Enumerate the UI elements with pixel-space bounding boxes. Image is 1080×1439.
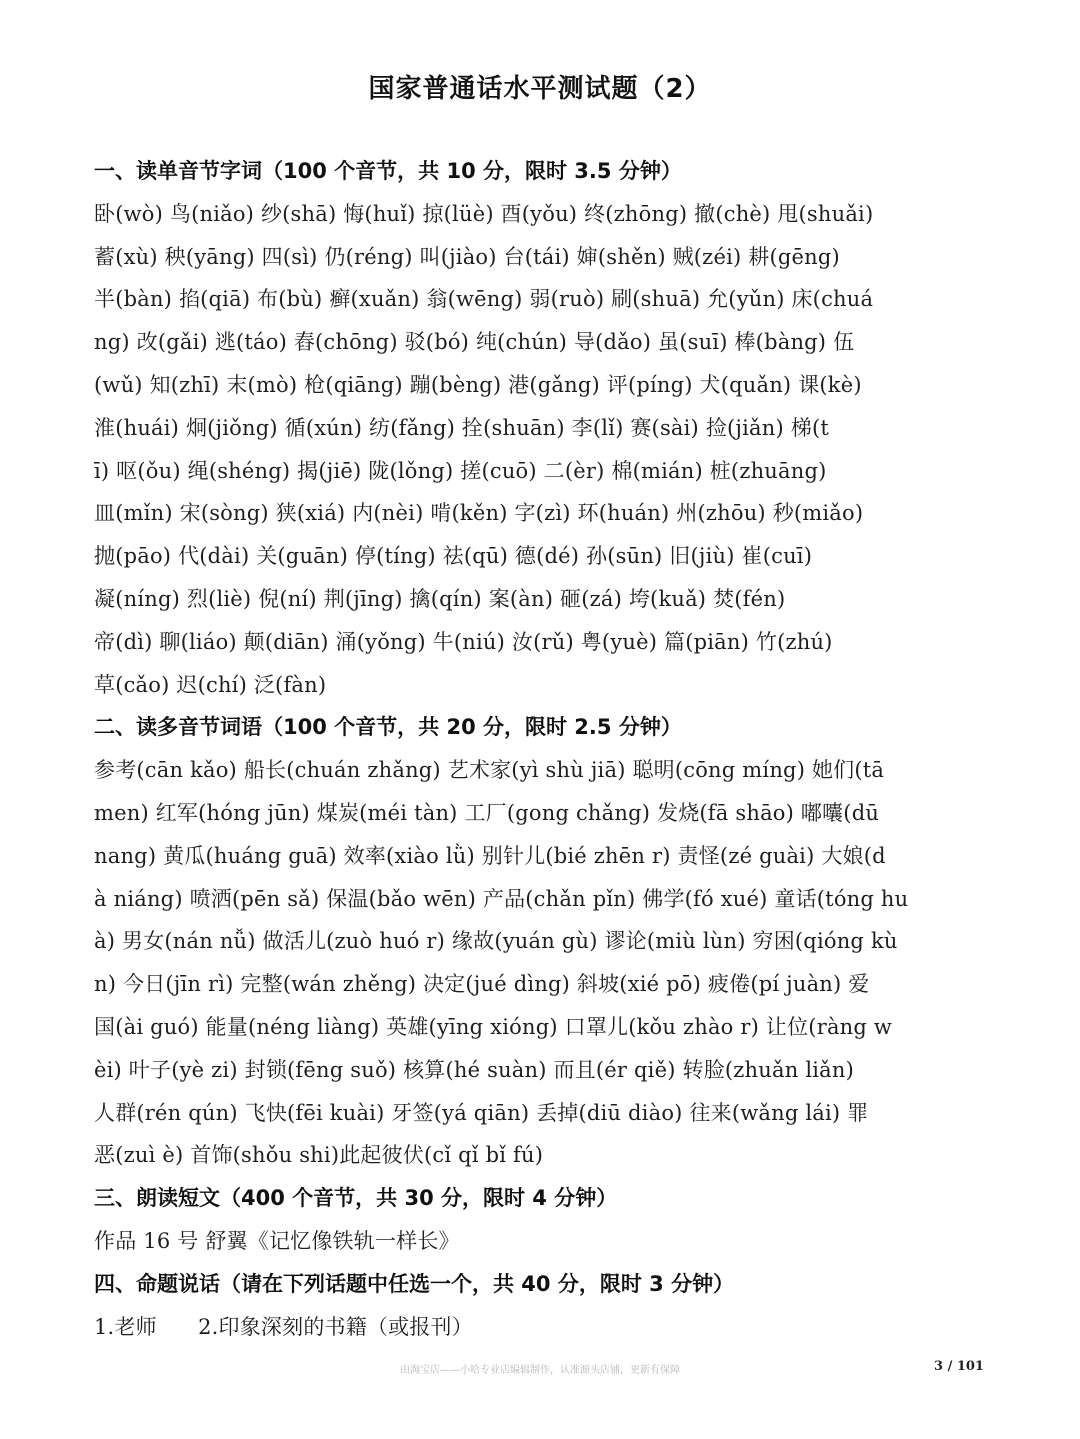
section1-line: 草(cǎo) 迟(chí) 泛(fàn) [94,672,327,697]
section1-line: 帝(dì) 聊(liáo) 颠(diān) 涌(yǒng) 牛(niú) 汝(rǔ) 粤(yuè) 篇(piān) 竹(zhú) [94,629,833,654]
page-number: 3 / 101 [934,1359,984,1374]
section1-line: 半(bàn) 掐(qiā) 布(bù) 癣(xuǎn) 翁(wēng) 弱(ruò) 刷(shuā) 允(yǔn) 床(chuá [94,287,874,312]
section4-heading: 四、命题说话（请在下列话题中任选一个，共 40 分，限时 3 分钟） [94,1271,735,1296]
section4-topics: 1.老师 2.印象深刻的书籍（或报刊） [94,1314,473,1339]
section2-line: à) 男女(nán nǚ) 做活儿(zuò huó r) 缘故(yuán gù) 谬论(miù lùn) 穷困(qióng kù [94,929,898,954]
section2-line: men) 红军(hóng jūn) 煤炭(méi tàn) 工厂(gong chǎng) 发烧(fā shāo) 嘟囔(dū [94,800,880,825]
section3-heading: 三、朗读短文（400 个音节，共 30 分，限时 4 分钟） [94,1186,618,1211]
section2-line: èi) 叶子(yè zi) 封锁(fēng suǒ) 核算(hé suàn) 而且(ér qiě) 转脸(zhuǎn liǎn) [94,1057,854,1082]
section1-line: 皿(mǐn) 宋(sòng) 狭(xiá) 内(nèi) 啃(kěn) 字(zì) 环(huán) 州(zhōu) 秒(miǎo) [94,501,864,526]
section2-line: à niáng) 喷洒(pēn sǎ) 保温(bǎo wēn) 产品(chǎn pǐn) 佛学(fó xué) 童话(tóng hu [94,886,909,911]
section2-line: n) 今日(jīn rì) 完整(wán zhěng) 决定(jué dìng) 斜坡(xié pō) 疲倦(pí juàn) 爱 [94,972,870,997]
section2-line: 人群(rén qún) 飞快(fēi kuài) 牙签(yá qiān) 丢掉(diū diào) 往来(wǎng lái) 罪 [94,1100,869,1125]
footer-note: 由淘宝店——小哈专业店编辑制作，认准源头店铺，更新有保障 [400,1365,680,1376]
section2-line: 恶(zuì è) 首饰(shǒu shi)此起彼伏(cǐ qǐ bǐ fú) [94,1143,544,1168]
section3-work: 作品 16 号 舒翼《记忆像铁轨一样长》 [94,1228,460,1253]
section1-line: 蓄(xù) 秧(yāng) 四(sì) 仍(réng) 叫(jiào) 台(tái) 婶(shěn) 贼(zéi) 耕(gēng) [94,244,840,269]
section1-line: 抛(pāo) 代(dài) 关(guān) 停(tíng) 祛(qū) 德(dé) 孙(sūn) 旧(jiù) 崔(cuī) [94,544,813,569]
section1-line: 卧(wò) 鸟(niǎo) 纱(shā) 悔(huǐ) 掠(lüè) 酉(yǒu) 终(zhōng) 撤(chè) 甩(shuǎi) [94,201,874,226]
content-body [94,150,994,1348]
section2-heading: 二、读多音节词语（100 个音节，共 20 分，限时 2.5 分钟） [94,715,682,740]
section1-heading: 一、读单音节字词（100 个音节，共 10 分，限时 3.5 分钟） [94,159,682,183]
page-title: 国家普通话水平测试题（2） [368,74,712,104]
section1-line: 淮(huái) 炯(jiǒng) 循(xún) 纺(fǎng) 拴(shuān) 李(lǐ) 赛(sài) 捡(jiǎn) 梯(t [94,415,829,440]
section2-line: 国(ài guó) 能量(néng liàng) 英雄(yīng xióng) 口罩儿(kǒu zhào r) 让位(ràng w [94,1014,893,1039]
section2-line: 参考(cān kǎo) 船长(chuán zhǎng) 艺术家(yì shù jiā) 聪明(cōng míng) 她们(tā [94,758,885,783]
section1-line: ī) 呕(ǒu) 绳(shéng) 揭(jiē) 陇(lǒng) 搓(cuō) 二(èr) 棉(mián) 桩(zhuāng) [94,458,827,483]
section1-line: (wǔ) 知(zhī) 末(mò) 枪(qiāng) 蹦(bèng) 港(gǎng) 评(píng) 犬(quǎn) 课(kè) [94,372,862,397]
section2-line: nang) 黄瓜(huáng guā) 效率(xiào lǜ) 别针儿(bié zhēn r) 责怪(zé guài) 大娘(d [94,843,886,868]
section1-line: 凝(níng) 烈(liè) 倪(ní) 荆(jīng) 擒(qín) 案(àn) 砸(zá) 垮(kuǎ) 焚(fén) [94,586,786,611]
section1-line: ng) 改(gǎi) 逃(táo) 舂(chōng) 驳(bó) 纯(chún) 导(dǎo) 虽(suī) 棒(bàng) 伍 [94,330,855,355]
